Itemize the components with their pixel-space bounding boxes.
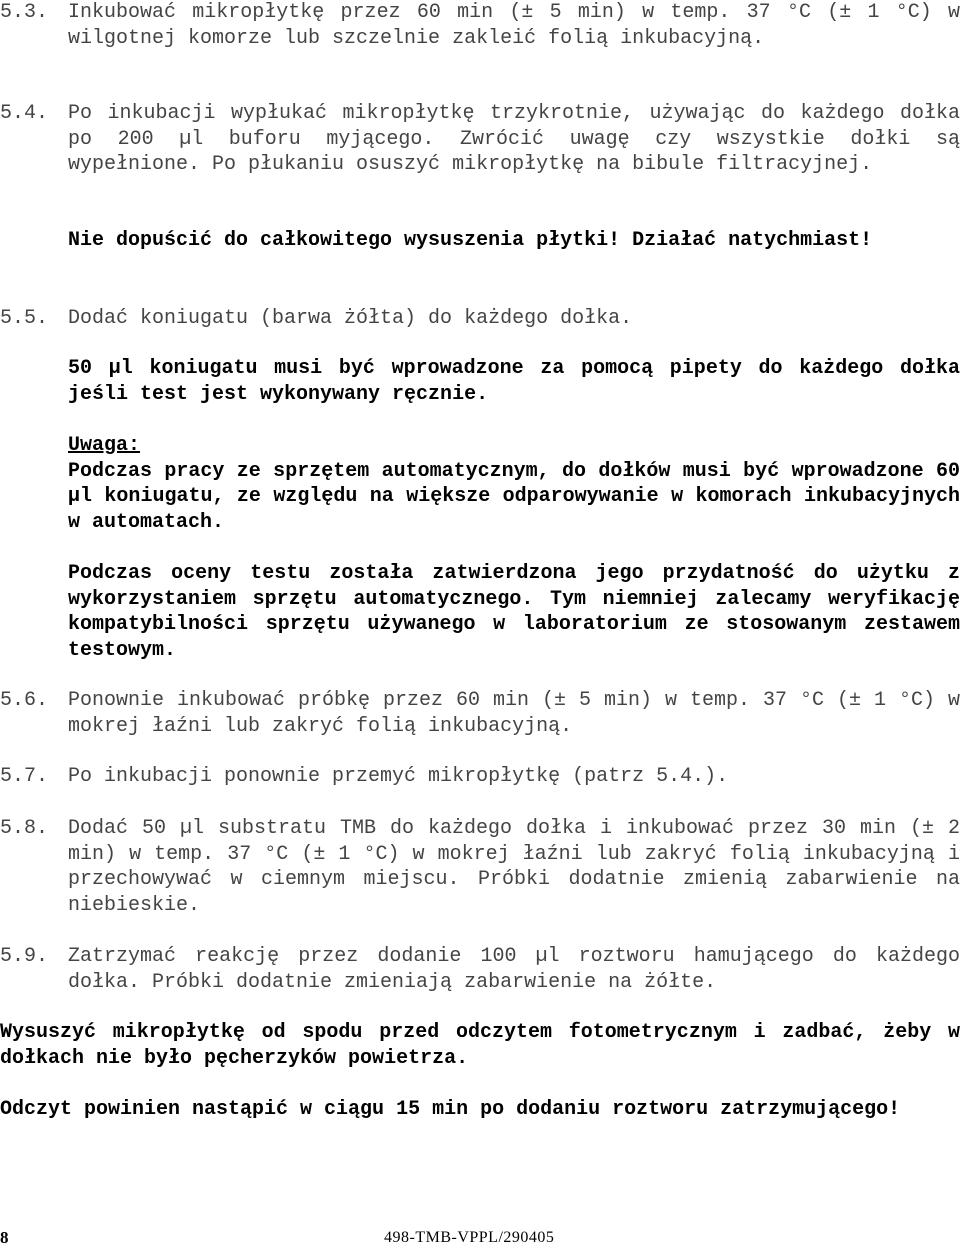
step-number: 5.9. (0, 945, 49, 968)
drying-instruction: Wysuszyć mikropłytkę od spodu przed odczytem fotometrycznym i zadbać, żeby w dołkach nie było pęcherzyków powietrza. (0, 1021, 960, 1070)
step-text: Po inkubacji wypłukać mikropłytkę trzykrotnie, używając do każdego dołka po 200 µl buforu myjącego. Zwrócić uwagę czy wszystkie dołki są wypełnione. Po płukaniu osuszyć mikropłytkę na bibule filtracyjnej. (68, 102, 960, 176)
step-text: Ponownie inkubować próbkę przez 60 min (± 5 min) w temp. 37 °C (± 1 °C) w mokrej łaźni lub zakryć folią inkubacyjną. (68, 689, 960, 738)
step-5-7 (0, 764, 960, 790)
step-text: Dodać 50 µl substratu TMB do każdego dołka i inkubować przez 30 min (± 2 min) w temp. 37 °C (± 1 °C) w mokrej łaźni lub zakryć folią inkubacyjną i przechowywać w ciemnym miejscu. Próbki dodatnie zmienią zabarwienie na niebieskie. (68, 817, 960, 917)
step-number: 5.6. (0, 689, 49, 712)
step-number: 5.8. (0, 817, 49, 840)
conjugate-volume-note: 50 µl koniugatu musi być wprowadzone za pomocą pipety do każdego dołka jeśli test jest wykonywany ręcznie. (68, 357, 960, 406)
step-number: 5.3. (0, 1, 49, 24)
warning-label: Uwaga: (68, 434, 141, 457)
step-5-4 (0, 101, 960, 178)
step-5-9 (0, 944, 960, 995)
step-text: Po inkubacji ponownie przemyć mikropłytkę (patrz 5.4.). (68, 765, 729, 788)
step-text: Dodać koniugatu (barwa żółta) do każdego dołka. (68, 307, 633, 330)
document-code: 498-TMB-VPPL/290405 (384, 1229, 555, 1246)
validation-note: Podczas oceny testu została zatwierdzona jego przydatność do użytku z wykorzystaniem sprzętu automatycznego. Tym niemniej zalecamy weryfikację kompatybilności sprzętu używanego w laboratorium ze stosowanym zestawem testowym. (68, 562, 960, 662)
step-5-3 (0, 0, 960, 51)
step-text: Inkubować mikropłytkę przez 60 min (± 5 min) w temp. 37 °C (± 1 °C) w wilgotnej komorze lub szczelnie zakleić folią inkubacyjną. (68, 1, 960, 50)
page-number: 8 (0, 1228, 9, 1247)
step-5-5 (0, 306, 960, 332)
step-number: 5.5. (0, 307, 49, 330)
step-5-8 (0, 816, 960, 918)
automation-warning (68, 433, 960, 535)
step-5-6 (0, 688, 960, 739)
step-number: 5.4. (0, 102, 49, 125)
step-number: 5.7. (0, 765, 49, 788)
reading-instruction: Odczyt powinien nastąpić w ciągu 15 min po dodaniu roztworu zatrzymującego! (0, 1098, 901, 1121)
drying-warning: Nie dopuścić do całkowitego wysuszenia płytki! Działać natychmiast! (68, 229, 873, 252)
warning-text: Podczas pracy ze sprzętem automatycznym, do dołków musi być wprowadzone 60 µl koniugatu, ze względu na większe odparowywanie w komorach inkubacyjnych w automatach. (68, 459, 960, 534)
step-text: Zatrzymać reakcję przez dodanie 100 µl roztworu hamującego do każdego dołka. Próbki dodatnie zmieniają zabarwienie na żółte. (68, 945, 960, 994)
